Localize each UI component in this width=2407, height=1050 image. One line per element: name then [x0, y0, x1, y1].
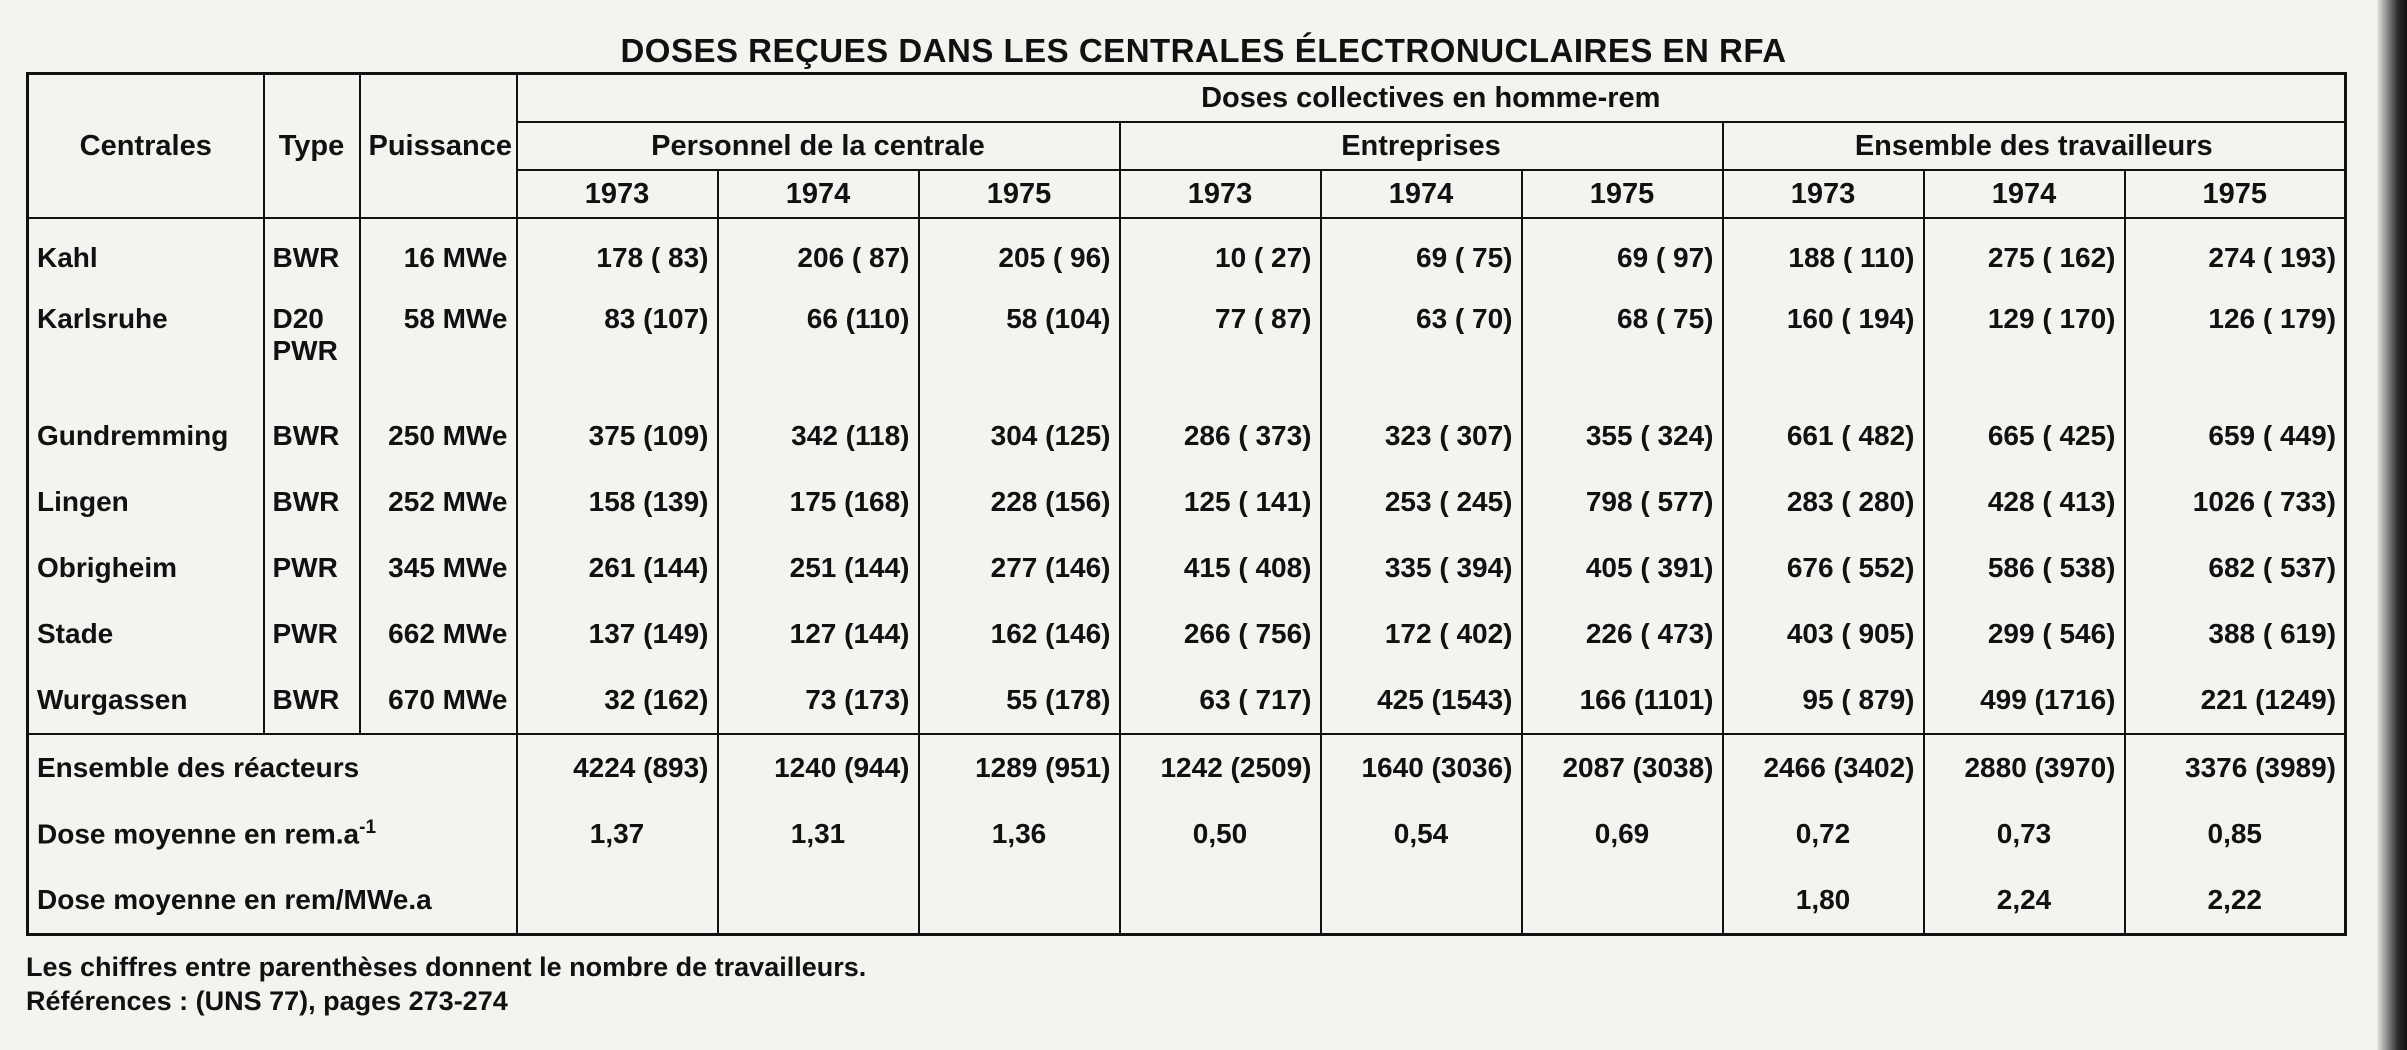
table-cell: 277 (146) — [919, 535, 1120, 601]
plant-name: Gundremming — [28, 403, 264, 469]
table-cell: 205 ( 96) — [919, 218, 1120, 291]
table-cell: 1289 (951) — [919, 734, 1120, 801]
summary-rows — [28, 734, 2346, 935]
plant-type-line: PWR — [272, 552, 338, 583]
table-cell: 2,22 — [2125, 867, 2346, 935]
table-cell: 63 ( 717) — [1120, 667, 1321, 734]
table-cell: 403 ( 905) — [1723, 601, 1924, 667]
table-cell — [517, 867, 718, 935]
table-cell: 283 ( 280) — [1723, 469, 1924, 535]
table-row — [28, 601, 2346, 667]
header-puissance: Puissance — [360, 74, 517, 219]
footnote-parentheses: Les chiffres entre parenthèses donnent le nombre de travailleurs. — [26, 952, 867, 982]
footnotes — [26, 950, 866, 1018]
plant-power: 670 MWe — [360, 667, 517, 734]
table-cell: 586 ( 538) — [1924, 535, 2125, 601]
plant-type-line: BWR — [272, 420, 340, 451]
header-group-personnel: Personnel de la centrale — [517, 122, 1120, 170]
header-year: 1973 — [517, 170, 718, 218]
header-doses-collectives: Doses collectives en homme-rem — [517, 74, 2346, 123]
plant-type — [264, 291, 360, 403]
table-row — [28, 403, 2346, 469]
table-cell: 55 (178) — [919, 667, 1120, 734]
plant-power: 58 MWe — [360, 291, 517, 403]
table-cell: 172 ( 402) — [1321, 601, 1522, 667]
table-row — [28, 535, 2346, 601]
table-cell: 66 (110) — [718, 291, 919, 403]
header-year: 1975 — [1522, 170, 1723, 218]
table-cell: 125 ( 141) — [1120, 469, 1321, 535]
table-cell: 206 ( 87) — [718, 218, 919, 291]
table-cell: 388 ( 619) — [2125, 601, 2346, 667]
table-cell — [919, 867, 1120, 935]
table-cell: 95 ( 879) — [1723, 667, 1924, 734]
table-cell: 175 (168) — [718, 469, 919, 535]
table-cell — [1321, 867, 1522, 935]
table-cell: 661 ( 482) — [1723, 403, 1924, 469]
table-cell: 1,37 — [517, 801, 718, 867]
plant-type-line: PWR — [272, 618, 338, 649]
header-year: 1974 — [1924, 170, 2125, 218]
table-cell: 0,73 — [1924, 801, 2125, 867]
table-cell: 342 (118) — [718, 403, 919, 469]
table-cell: 335 ( 394) — [1321, 535, 1522, 601]
table-cell: 1,80 — [1723, 867, 1924, 935]
footnote-references: Références : (UNS 77), pages 273-274 — [26, 986, 508, 1016]
table-cell: 275 ( 162) — [1924, 218, 2125, 291]
table-cell: 0,72 — [1723, 801, 1924, 867]
plant-type-line: BWR — [272, 486, 340, 517]
table-cell: 0,69 — [1522, 801, 1723, 867]
plant-power: 345 MWe — [360, 535, 517, 601]
table-cell: 188 ( 110) — [1723, 218, 1924, 291]
table-row — [28, 218, 2346, 291]
table-cell: 10 ( 27) — [1120, 218, 1321, 291]
table-cell: 682 ( 537) — [2125, 535, 2346, 601]
table-cell: 499 (1716) — [1924, 667, 2125, 734]
table-row — [28, 734, 2346, 801]
dose-moyenne-mwe-label: Dose moyenne en rem/MWe.a — [28, 867, 517, 935]
table-cell — [1120, 867, 1321, 935]
table-cell: 162 (146) — [919, 601, 1120, 667]
table-row — [28, 667, 2346, 734]
dose-moyenne-rem-label — [28, 801, 517, 867]
plant-rows — [28, 218, 2346, 734]
table-cell: 160 ( 194) — [1723, 291, 1924, 403]
table-cell: 323 ( 307) — [1321, 403, 1522, 469]
plant-type-line: BWR — [272, 242, 340, 273]
table-title: DOSES REÇUES DANS LES CENTRALES ÉLECTRONUCLAIRES EN RFA — [620, 32, 1787, 69]
table-cell: 375 (109) — [517, 403, 718, 469]
table-row — [28, 801, 2346, 867]
table-cell: 428 ( 413) — [1924, 469, 2125, 535]
table-cell: 286 ( 373) — [1120, 403, 1321, 469]
table-cell: 2,24 — [1924, 867, 2125, 935]
table-cell: 0,85 — [2125, 801, 2346, 867]
table-cell: 1240 (944) — [718, 734, 919, 801]
plant-name: Karlsruhe — [28, 291, 264, 403]
table-cell: 798 ( 577) — [1522, 469, 1723, 535]
plant-type — [264, 667, 360, 734]
plant-type — [264, 535, 360, 601]
header-centrales: Centrales — [28, 74, 264, 219]
plant-name: Kahl — [28, 218, 264, 291]
table-cell: 69 ( 75) — [1321, 218, 1522, 291]
header-year: 1975 — [2125, 170, 2346, 218]
table-cell: 58 (104) — [919, 291, 1120, 403]
table-cell: 129 ( 170) — [1924, 291, 2125, 403]
table-cell: 178 ( 83) — [517, 218, 718, 291]
table-cell: 2880 (3970) — [1924, 734, 2125, 801]
plant-power: 252 MWe — [360, 469, 517, 535]
table-cell: 304 (125) — [919, 403, 1120, 469]
table-cell: 274 ( 193) — [2125, 218, 2346, 291]
table-cell — [1522, 867, 1723, 935]
ensemble-reacteurs-label: Ensemble des réacteurs — [28, 734, 517, 801]
table-cell: 251 (144) — [718, 535, 919, 601]
plant-power: 250 MWe — [360, 403, 517, 469]
table-row — [28, 291, 2346, 403]
table-cell: 299 ( 546) — [1924, 601, 2125, 667]
plant-type — [264, 601, 360, 667]
table-cell: 1242 (2509) — [1120, 734, 1321, 801]
table-cell: 355 ( 324) — [1522, 403, 1723, 469]
plant-power: 662 MWe — [360, 601, 517, 667]
table-cell: 228 (156) — [919, 469, 1120, 535]
table-cell: 158 (139) — [517, 469, 718, 535]
plant-type — [264, 403, 360, 469]
table-cell: 1,31 — [718, 801, 919, 867]
header-group-entreprises: Entreprises — [1120, 122, 1723, 170]
table-cell: 261 (144) — [517, 535, 718, 601]
header-year: 1973 — [1120, 170, 1321, 218]
table-cell: 253 ( 245) — [1321, 469, 1522, 535]
table-cell: 69 ( 97) — [1522, 218, 1723, 291]
table-cell: 137 (149) — [517, 601, 718, 667]
table-cell: 127 (144) — [718, 601, 919, 667]
table-cell: 77 ( 87) — [1120, 291, 1321, 403]
plant-power: 16 MWe — [360, 218, 517, 291]
table-cell: 83 (107) — [517, 291, 718, 403]
dose-rem-label-text: Dose moyenne en rem.a — [37, 818, 360, 850]
table-cell: 676 ( 552) — [1723, 535, 1924, 601]
plant-name: Stade — [28, 601, 264, 667]
table-cell: 2087 (3038) — [1522, 734, 1723, 801]
plant-type-line: PWR — [272, 335, 338, 366]
doses-table — [26, 72, 2347, 936]
header-year: 1975 — [919, 170, 1120, 218]
plant-type — [264, 469, 360, 535]
table-cell: 1026 ( 733) — [2125, 469, 2346, 535]
plant-type — [264, 218, 360, 291]
table-cell: 415 ( 408) — [1120, 535, 1321, 601]
scan-edge — [2377, 0, 2407, 1050]
table-cell: 0,54 — [1321, 801, 1522, 867]
table-cell: 126 ( 179) — [2125, 291, 2346, 403]
header-group-ensemble: Ensemble des travailleurs — [1723, 122, 2346, 170]
plant-type-line: BWR — [272, 684, 340, 715]
table-cell: 2466 (3402) — [1723, 734, 1924, 801]
header-year: 1974 — [718, 170, 919, 218]
plant-name: Obrigheim — [28, 535, 264, 601]
table-cell: 659 ( 449) — [2125, 403, 2346, 469]
table-cell: 1,36 — [919, 801, 1120, 867]
table-row — [28, 867, 2346, 935]
table-cell — [718, 867, 919, 935]
table-row — [28, 469, 2346, 535]
table-cell: 3376 (3989) — [2125, 734, 2346, 801]
table-cell: 266 ( 756) — [1120, 601, 1321, 667]
table-cell: 0,50 — [1120, 801, 1321, 867]
dose-rem-label-exponent: -1 — [359, 817, 377, 839]
table-cell: 221 (1249) — [2125, 667, 2346, 734]
table-cell: 73 (173) — [718, 667, 919, 734]
table-cell: 32 (162) — [517, 667, 718, 734]
plant-name: Wurgassen — [28, 667, 264, 734]
table-cell: 1640 (3036) — [1321, 734, 1522, 801]
table-cell: 226 ( 473) — [1522, 601, 1723, 667]
table-cell: 166 (1101) — [1522, 667, 1723, 734]
table-cell: 4224 (893) — [517, 734, 718, 801]
header-year: 1973 — [1723, 170, 1924, 218]
table-cell: 405 ( 391) — [1522, 535, 1723, 601]
plant-type-line: D20 — [272, 303, 324, 334]
table-header — [28, 74, 2346, 219]
header-type: Type — [264, 74, 360, 219]
table-cell: 63 ( 70) — [1321, 291, 1522, 403]
table-cell: 425 (1543) — [1321, 667, 1522, 734]
table-cell: 68 ( 75) — [1522, 291, 1723, 403]
header-year: 1974 — [1321, 170, 1522, 218]
plant-name: Lingen — [28, 469, 264, 535]
table-cell: 665 ( 425) — [1924, 403, 2125, 469]
